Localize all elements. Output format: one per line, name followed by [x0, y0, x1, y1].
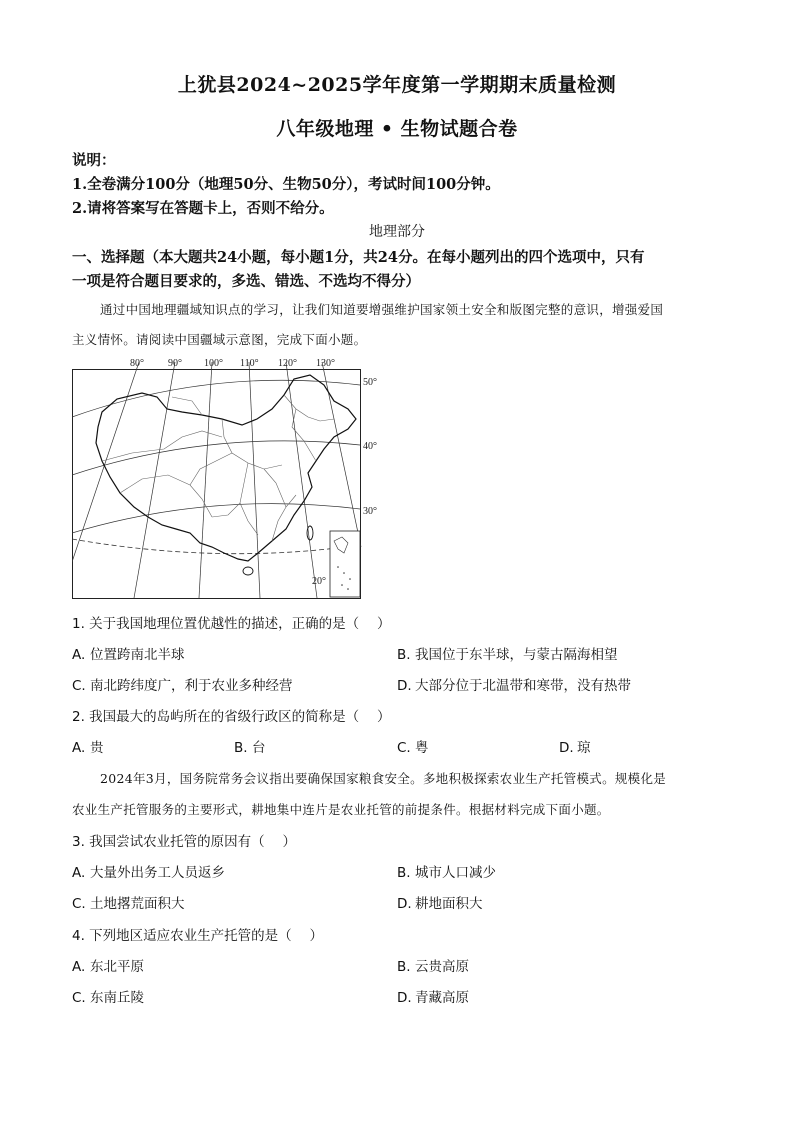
question-3-option-b[interactable]: B. 城市人口减少	[397, 865, 496, 881]
lon-label-90: 90°	[168, 358, 182, 369]
china-territory-map	[72, 357, 382, 599]
lon-label-120: 120°	[278, 358, 297, 369]
lat-label-20: 20°	[312, 576, 326, 587]
lat-label-40: 40°	[363, 441, 377, 452]
passage-2-line-2: 农业生产托管服务的主要形式，耕地集中连片是农业托管的前提条件。根据材料完成下面小题。	[72, 802, 610, 817]
instructions-heading: 说明：	[72, 152, 116, 169]
question-1-option-d[interactable]: D. 大部分位于北温带和寒带，没有热带	[397, 678, 631, 694]
lon-label-130: 130°	[316, 358, 335, 369]
question-4-stem: 4. 下列地区适应农业生产托管的是（ ）	[72, 928, 323, 944]
lat-label-30: 30°	[363, 506, 377, 517]
question-3-option-a[interactable]: A. 大量外出务工人员返乡	[72, 865, 225, 881]
instruction-line-1: 1.全卷满分100分（地理50分、生物50分），考试时间100分钟。	[72, 176, 500, 193]
question-2-stem: 2. 我国最大的岛屿所在的省级行政区的简称是（ ）	[72, 709, 391, 725]
question-1-option-b[interactable]: B. 我国位于东半球，与蒙古隔海相望	[397, 647, 618, 663]
question-2-option-c[interactable]: C. 粤	[397, 740, 429, 756]
exam-title: 上犹县2024~2025学年度第一学期期末质量检测	[177, 74, 617, 96]
section-heading: 地理部分	[369, 224, 425, 240]
question-3-stem: 3. 我国尝试农业托管的原因有（ ）	[72, 834, 296, 850]
question-4-option-d[interactable]: D. 青藏高原	[397, 990, 469, 1006]
passage-2-line-1: 2024年3月，国务院常务会议指出要确保国家粮食安全。多地积极探索农业生产托管模式。规模化是	[100, 771, 667, 786]
lon-label-110: 110°	[240, 358, 259, 369]
instruction-line-2: 2.请将答案写在答题卡上，否则不给分。	[72, 200, 334, 217]
question-1-stem: 1. 关于我国地理位置优越性的描述，正确的是（ ）	[72, 616, 391, 632]
question-3-option-c[interactable]: C. 土地撂荒面积大	[72, 896, 185, 912]
map-frame	[73, 370, 361, 599]
lon-label-80: 80°	[130, 358, 144, 369]
part-heading-line-1: 一、选择题（本大题共24小题，每小题1分，共24分。在每小题列出的四个选项中，只有	[72, 249, 645, 266]
question-2-option-a[interactable]: A. 贵	[72, 740, 104, 756]
exam-subtitle: 八年级地理 • 生物试题合卷	[276, 118, 518, 140]
lat-label-50: 50°	[363, 377, 377, 388]
question-4-option-c[interactable]: C. 东南丘陵	[72, 990, 144, 1006]
question-3-option-d[interactable]: D. 耕地面积大	[397, 896, 483, 912]
question-2-option-d[interactable]: D. 琼	[559, 740, 591, 756]
question-4-option-b[interactable]: B. 云贵高原	[397, 959, 469, 975]
lon-label-100: 100°	[204, 358, 223, 369]
question-4-option-a[interactable]: A. 东北平原	[72, 959, 144, 975]
question-2-option-b[interactable]: B. 台	[234, 740, 266, 756]
passage-1-line-1: 通过中国地理疆域知识点的学习，让我们知道要增强维护国家领土安全和版图完整的意识，增强爱国	[100, 302, 664, 317]
question-1-option-a[interactable]: A. 位置跨南北半球	[72, 647, 185, 663]
passage-1-line-2: 主义情怀。请阅读中国疆域示意图，完成下面小题。	[72, 332, 367, 347]
part-heading-line-2: 一项是符合题目要求的，多选、错选、不选均不得分）	[72, 273, 420, 290]
question-1-option-c[interactable]: C. 南北跨纬度广，利于农业多种经营	[72, 678, 293, 694]
